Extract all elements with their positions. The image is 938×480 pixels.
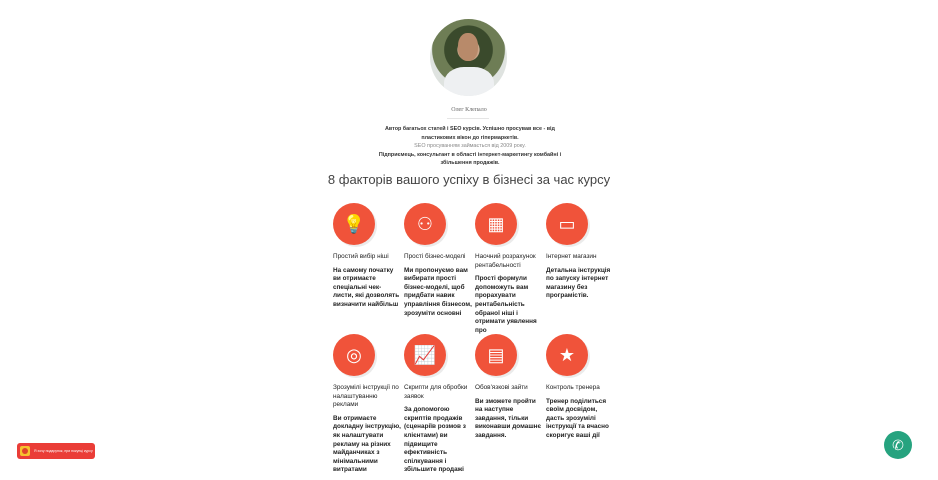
promo-text: Я хочу подарунок, при покупці курсу [34, 449, 93, 453]
chart-icon [404, 334, 446, 376]
factor-description: Детальна інструкція по запуску інтернет магазину без програмістів. [546, 266, 611, 300]
bio-line: SEO просуванням займається від 2009 року. [414, 143, 526, 150]
factor-title: Наочний розрахунок рентабельності [475, 253, 536, 269]
factor-description: Ми пропонуємо вам вибирати прості бізнес-моделі, щоб придбати навик управління бізнесом, зрозуміти основні [404, 266, 472, 317]
factor-description: Тренер поділиться своїм досвідом, дасть зрозумілі інструкції та вчасно скоригує ваші дії [546, 397, 609, 439]
icon-glyph: ⚇ [416, 213, 434, 234]
icon-glyph: ◎ [346, 344, 362, 365]
laptop-icon [546, 203, 588, 245]
icon-glyph: ★ [558, 344, 576, 365]
factor-card [546, 334, 614, 441]
icon-glyph: ▭ [558, 213, 576, 234]
lightbulb-icon [333, 203, 375, 245]
bio-line: Автор багатьох статей і SEO курсів. Успішно просував все - від пластикових вікон до гіпермаркетів. [385, 126, 555, 141]
calculator-icon [475, 203, 517, 245]
factor-description: Ви отримаєте докладну інструкцію, як налаштувати рекламу на різних майданчиках з мінімальними витратами [333, 414, 401, 474]
star-icon [546, 334, 588, 376]
icon-glyph: 📈 [413, 344, 437, 365]
org-chart-icon [404, 203, 446, 245]
factor-description: За допомогою скриптів продажів (сценаріїв розмов з клієнтами) ви підвищите ефективність спілкування і збільшите продажі [404, 406, 466, 474]
author-bio [370, 125, 570, 168]
icon-glyph: 💡 [342, 213, 366, 234]
factor-title: Зрозумілі інструкції по налаштуванню реклами [333, 384, 399, 409]
author-avatar [430, 19, 507, 96]
factor-title: Обов'язкові зaйти [475, 384, 528, 391]
gift-icon [20, 446, 30, 456]
phone-icon: ✆ [892, 436, 904, 453]
icon-glyph: ▤ [487, 344, 505, 365]
factor-card [404, 203, 472, 318]
divider [447, 118, 489, 119]
clipboard-icon [475, 334, 517, 376]
factor-card [333, 334, 401, 475]
factor-description: Ви зможете пройти на наступне завдання, тільки виконавши домашнє завдання. [475, 397, 542, 439]
factor-card [404, 334, 472, 475]
section-heading: 8 факторів вашого успіху в бізнесі за час курсу [327, 172, 611, 187]
factor-card [475, 203, 543, 335]
factor-card [546, 203, 614, 301]
factor-title: Інтернет магазин [546, 253, 597, 260]
factor-description: На самому початку ви отримаєте спеціальні чек-листи, які дозволять визначити найбільш [333, 266, 400, 308]
gift-promo-button[interactable] [17, 443, 95, 459]
bio-line: Підприємець, консультант в області інтернет-маркетингу комбайні і збільшення продажів. [378, 151, 562, 167]
phone-call-button[interactable] [884, 431, 912, 459]
factor-card [475, 334, 543, 441]
factor-card [333, 203, 401, 310]
factor-title: Прості бізнес-моделі [404, 253, 466, 260]
factor-title: Контроль тренера [546, 384, 600, 391]
factor-description: Прості формули допоможуть вам прорахувати рентабельність обраної ніші і отримати уявлення про [475, 275, 537, 334]
factor-title: Простий вибір ніші [333, 253, 389, 260]
icon-glyph: ▦ [487, 213, 505, 234]
author-name: Олег Клепало [451, 107, 487, 113]
target-icon [333, 334, 375, 376]
factor-title: Скрипти для обробки заявок [404, 384, 468, 400]
